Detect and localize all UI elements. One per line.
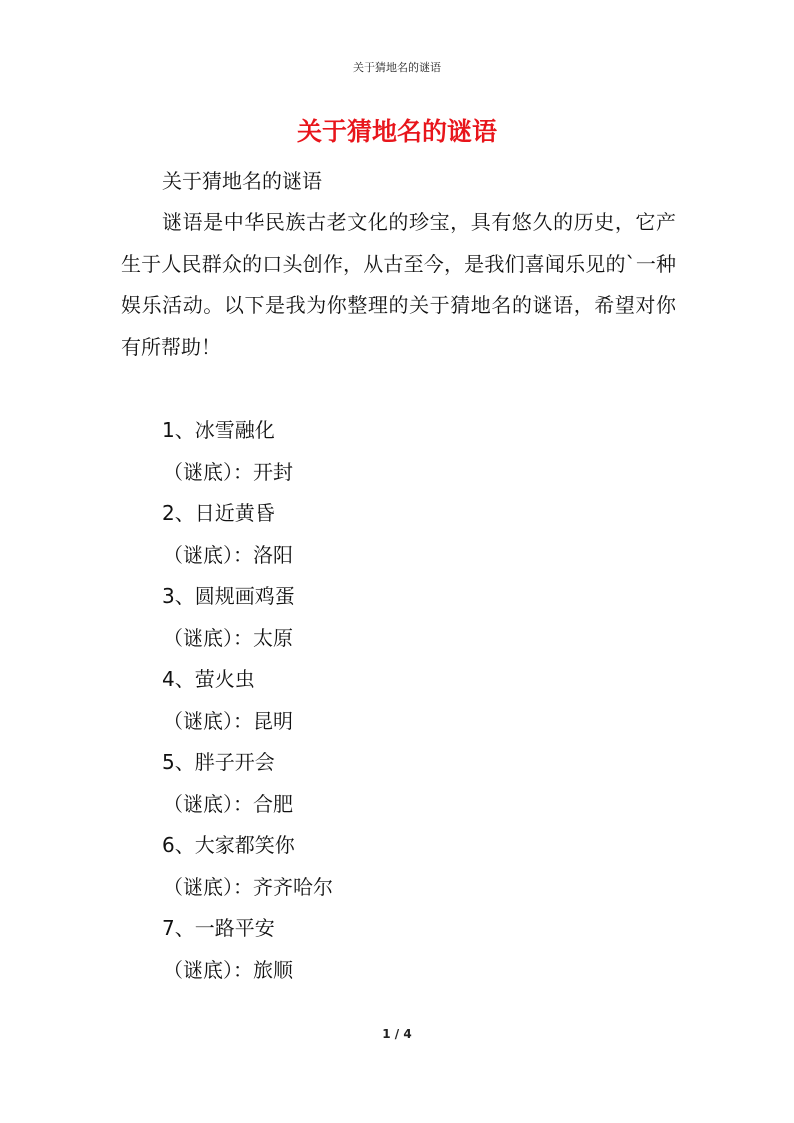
riddle-question-7: 7、一路平安	[162, 916, 275, 940]
riddle-list	[121, 410, 676, 991]
riddle-answer-4: （谜底）：昆明	[163, 708, 293, 733]
riddle-question-2: 2、日近黄昏	[162, 501, 275, 525]
riddle-answer-5: （谜底）：合肥	[163, 791, 293, 816]
riddle-answer-1: （谜底）：开封	[163, 459, 293, 484]
intro-heading: 关于猜地名的谜语	[162, 169, 322, 193]
riddle-answer-7: （谜底）：旅顺	[163, 957, 293, 982]
running-header: 关于猜地名的谜语	[353, 61, 441, 74]
intro-paragraph: 谜语是中华民族古老文化的珍宝，具有悠久的历史，它产生于人民群众的口头创作，从古至今，是我们喜闻乐见的`一种娱乐活动。以下是我为你整理的关于猜地名的谜语，希望对你有所帮助！	[121, 210, 676, 359]
riddle-answer-3: （谜底）：太原	[163, 625, 293, 650]
riddle-question-3: 3、圆规画鸡蛋	[162, 584, 295, 608]
riddle-answer-2: （谜底）：洛阳	[163, 542, 293, 567]
riddle-question-1: 1、冰雪融化	[162, 418, 275, 442]
page-number: 1 / 4	[382, 1027, 412, 1041]
riddle-question-4: 4、萤火虫	[162, 667, 255, 691]
riddle-answer-6: （谜底）：齐齐哈尔	[163, 874, 333, 899]
document-title: 关于猜地名的谜语	[296, 117, 497, 146]
riddle-question-6: 6、大家都笑你	[162, 833, 295, 857]
riddle-question-5: 5、胖子开会	[162, 750, 275, 774]
